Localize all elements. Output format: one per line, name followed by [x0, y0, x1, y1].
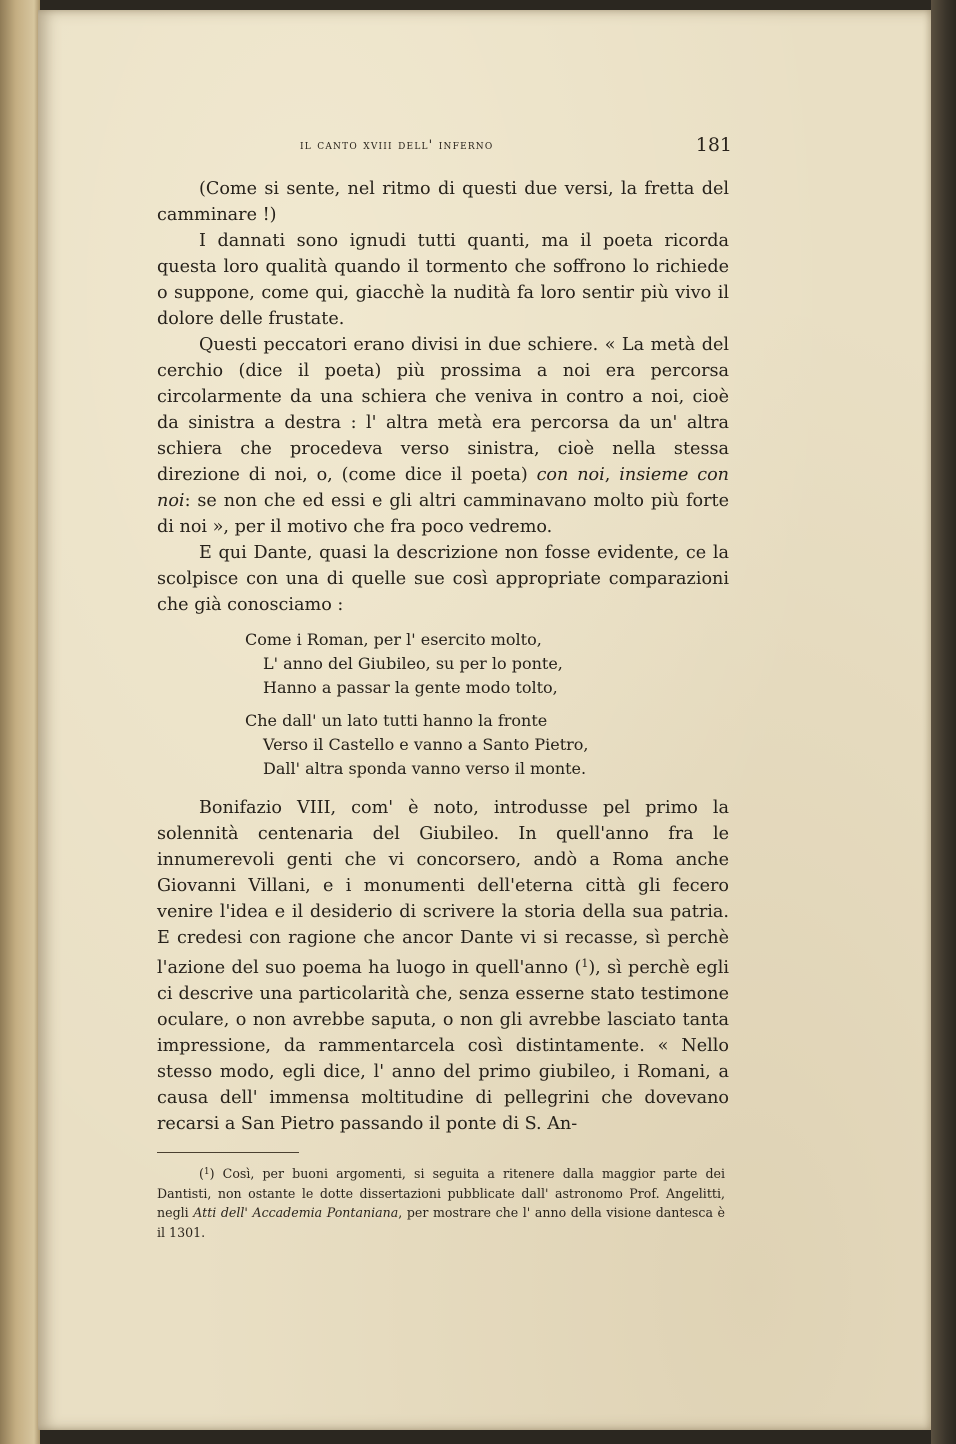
paragraph-1: (Come si sente, nel ritmo di questi due versi, la fretta del camminare !)	[157, 179, 729, 225]
verse-line: Verso il Castello e vanno a Santo Pietro,	[263, 734, 589, 754]
stanza	[245, 709, 729, 782]
italic-phrase: insieme con noi	[157, 465, 730, 511]
paragraph-3: Questi peccatori erano divisi in due schiere. « La metà del cerchio (dice il poeta) più prossima a noi era percorsa circolarmente da una schiera che veniva in contro a noi, cioè da sinistra a destra : l' altra metà era percorsa da un' altra schiera che procedeva verso sinistra, cioè nella stessa direzione di noi, o, (come dice il poeta) con noi, insieme con noi: se non che ed essi e gli altri camminavano molto più forte di noi », per il motivo che fra poco vedremo.	[157, 335, 730, 537]
stanza	[245, 628, 729, 701]
verse-line: Hanno a passar la gente modo tolto,	[263, 678, 558, 698]
main-text	[157, 176, 729, 1137]
verse-quotation	[245, 628, 729, 781]
footnote-mark: 1	[203, 1167, 210, 1177]
footnote: ($^1$) Così, per buoni argomenti, si seguita a ritenere dalla maggior parte dei Dantisti, non ostante le dotte dissertazioni pubblicate dall' astronomo Prof. Angelitti, negli Atti dell' Accademia Pontaniana, per mostrare che l' anno della visione dantesca è il 1301.	[157, 1166, 725, 1240]
verse-line: Dall' altra sponda vanno verso il monte.	[263, 759, 587, 779]
paragraph-4: E qui Dante, quasi la descrizione non fosse evidente, ce la scolpisce con una di quelle sue così appropriate comparazioni che già conosciamo :	[157, 543, 729, 615]
italic-title: Atti dell' Accademia Pontaniana	[193, 1205, 399, 1220]
page-shadow-edge	[931, 0, 956, 1444]
verse-line: Che dall' un lato tutti hanno la fronte	[245, 710, 548, 730]
paragraph-5: Bonifazio VIII, com' è noto, introdusse pel primo la solennità centenaria del Giubileo. In quell'anno fra le innumerevoli genti che vi concorsero, andò a Roma anche Giovanni Villani, e i monumenti dell'eterna città gli fecero venire l'idea e il desiderio di scrivere la storia della sua patria. E credesi con ragione che ancor Dante vi si recasse, sì perchè l'azione del suo poema ha luogo in quell'anno ($^1$), sì perchè egli ci descrive una particolarità che, senza esserne stato testimone oculare, o non avrebbe saputa, o non gli avrebbe lasciato tanta impressione, da rammentarcela così distintamente. « Nello stesso modo, egli dice, l' anno del primo giubileo, i Romani, a causa dell' immensa moltitudine di pellegrini che dovevano recarsi a San Pietro passando il ponte di S. An-	[157, 798, 729, 1135]
footnote-divider	[157, 1152, 299, 1153]
page-number: 181	[695, 134, 732, 156]
running-title: il canto xviii dell' inferno	[300, 138, 494, 153]
verse-line: L' anno del Giubileo, su per lo ponte,	[263, 654, 563, 674]
book-gutter-edge	[0, 0, 40, 1444]
verse-line: Come i Roman, per l' esercito molto,	[245, 630, 542, 649]
footnote-reference: 1	[581, 957, 589, 971]
paragraph-2: I dannati sono ignudi tutti quanti, ma il poeta ricorda questa loro qualità quando il tormento che soffrono lo richiede o suppone, come qui, giacchè la nudità fa loro sentir più vivo il dolore delle frustate.	[157, 231, 729, 329]
italic-phrase: con noi	[536, 465, 605, 485]
page-header	[300, 136, 732, 160]
